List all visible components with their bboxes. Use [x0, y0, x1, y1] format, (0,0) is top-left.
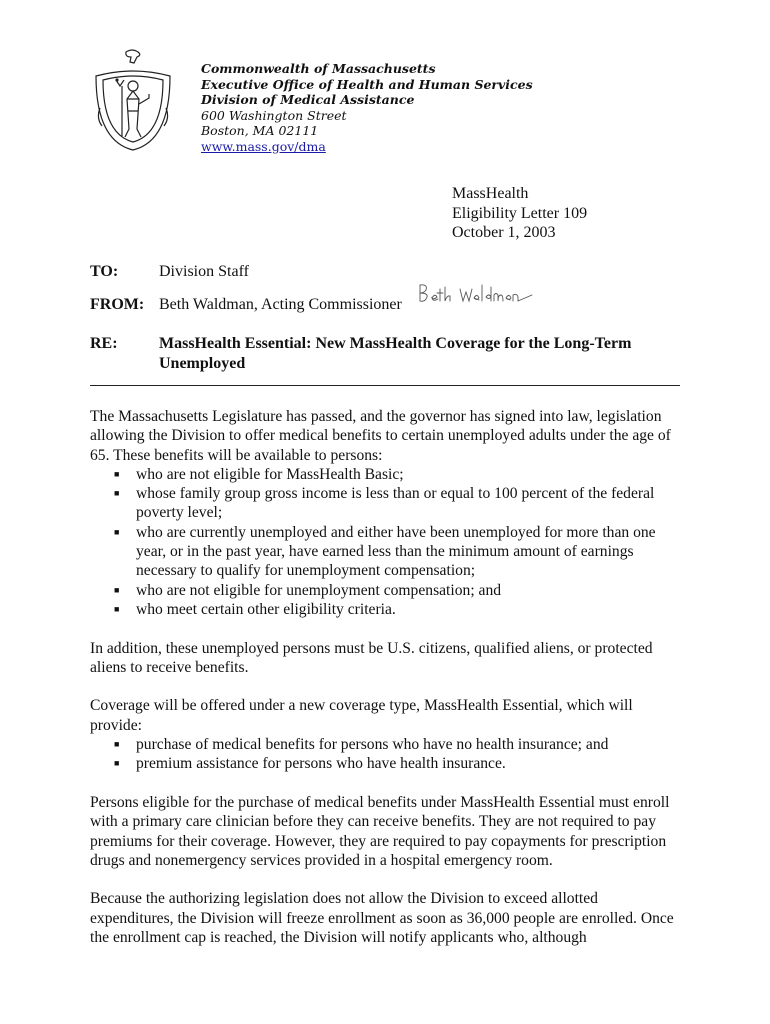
- bullet-icon: ■: [114, 584, 120, 595]
- massachusetts-seal-icon: [86, 46, 180, 154]
- memo-re-label: RE:: [90, 335, 118, 352]
- agency-name-line1: Commonwealth of Massachusetts: [201, 61, 436, 76]
- paragraph-5: Because the authorizing legislation does not allow the Division to exceed allotted expenditures, the Division will freeze enrollment as soon as 36,000 people are enrolled. Once the enrollment cap is reached, the Division will notify applicants who, although: [90, 890, 674, 947]
- agency-name-line2: Executive Office of Health and Human Services: [201, 76, 533, 92]
- list-item: ■ purchase of medical benefits for persons who have no health insurance; and: [114, 736, 609, 754]
- bullet-icon: ■: [114, 526, 120, 537]
- memo-to-label: TO:: [90, 263, 119, 280]
- paragraph-1: The Massachusetts Legislature has passed, and the governor has signed into law, legislation allowing the Division to offer medical benefits to certain unemployed adults under the age of 65. These benefits will be available to persons:: [90, 408, 671, 464]
- bullet-icon: ■: [114, 739, 120, 750]
- bullet-icon: ■: [114, 758, 120, 769]
- bullet-icon: ■: [114, 603, 120, 614]
- letter-body: [90, 407, 682, 967]
- header-divider: [90, 385, 680, 386]
- coverage-list: [90, 735, 682, 774]
- eligibility-list: [90, 465, 682, 619]
- letter-date: October 1, 2003: [452, 224, 556, 241]
- list-item: ■ premium assistance for persons who have health insurance.: [114, 755, 506, 773]
- agency-city: Boston, MA 02111: [201, 123, 319, 138]
- agency-website-link[interactable]: www.mass.gov/dma: [201, 138, 326, 154]
- bullet-icon: ■: [114, 488, 120, 499]
- letter-number: Eligibility Letter 109: [452, 204, 588, 222]
- paragraph-3: Coverage will be offered under a new coverage type, MassHealth Essential, which will provide:: [90, 697, 633, 734]
- memo-re-value: MassHealth Essential: New MassHealth Coverage for the Long-Term Unemployed: [159, 335, 632, 372]
- list-item: ■ who are not eligible for MassHealth Basic;: [114, 465, 404, 483]
- list-item: ■ who are currently unemployed and either have been unemployed for more than one year, or in the past year, have earned less than the minimum amount of earnings necessary to qualify for unemployment compensation;: [114, 523, 656, 580]
- agency-street: 600 Washington Street: [201, 107, 347, 123]
- memo-from-value: Beth Waldman, Acting Commissioner: [159, 296, 402, 313]
- paragraph-2: In addition, these unemployed persons must be U.S. citizens, qualified aliens, or protected aliens to receive benefits.: [90, 639, 653, 676]
- handwritten-signature: [414, 281, 534, 309]
- list-item: ■ whose family group gross income is less than or equal to 100 percent of the federal poverty level;: [114, 485, 655, 522]
- agency-header: [201, 61, 533, 154]
- list-item: ■ who are not eligible for unemployment compensation; and: [114, 581, 502, 599]
- memo-from-label: FROM:: [90, 296, 145, 313]
- memo-to-value: Division Staff: [159, 263, 249, 280]
- paragraph-4: Persons eligible for the purchase of medical benefits under MassHealth Essential must enroll with a primary care clinician before they can receive benefits. They are not required to pay premiums for their coverage. However, they are required to pay copayments for prescription drugs and nonemergency services provided in a hospital emergency room.: [90, 793, 670, 869]
- letter-info: [452, 184, 587, 243]
- bullet-icon: ■: [114, 468, 120, 479]
- agency-name-line3: Division of Medical Assistance: [201, 92, 415, 107]
- letter-program: MassHealth: [452, 185, 529, 202]
- list-item: ■ who meet certain other eligibility criteria.: [114, 600, 396, 618]
